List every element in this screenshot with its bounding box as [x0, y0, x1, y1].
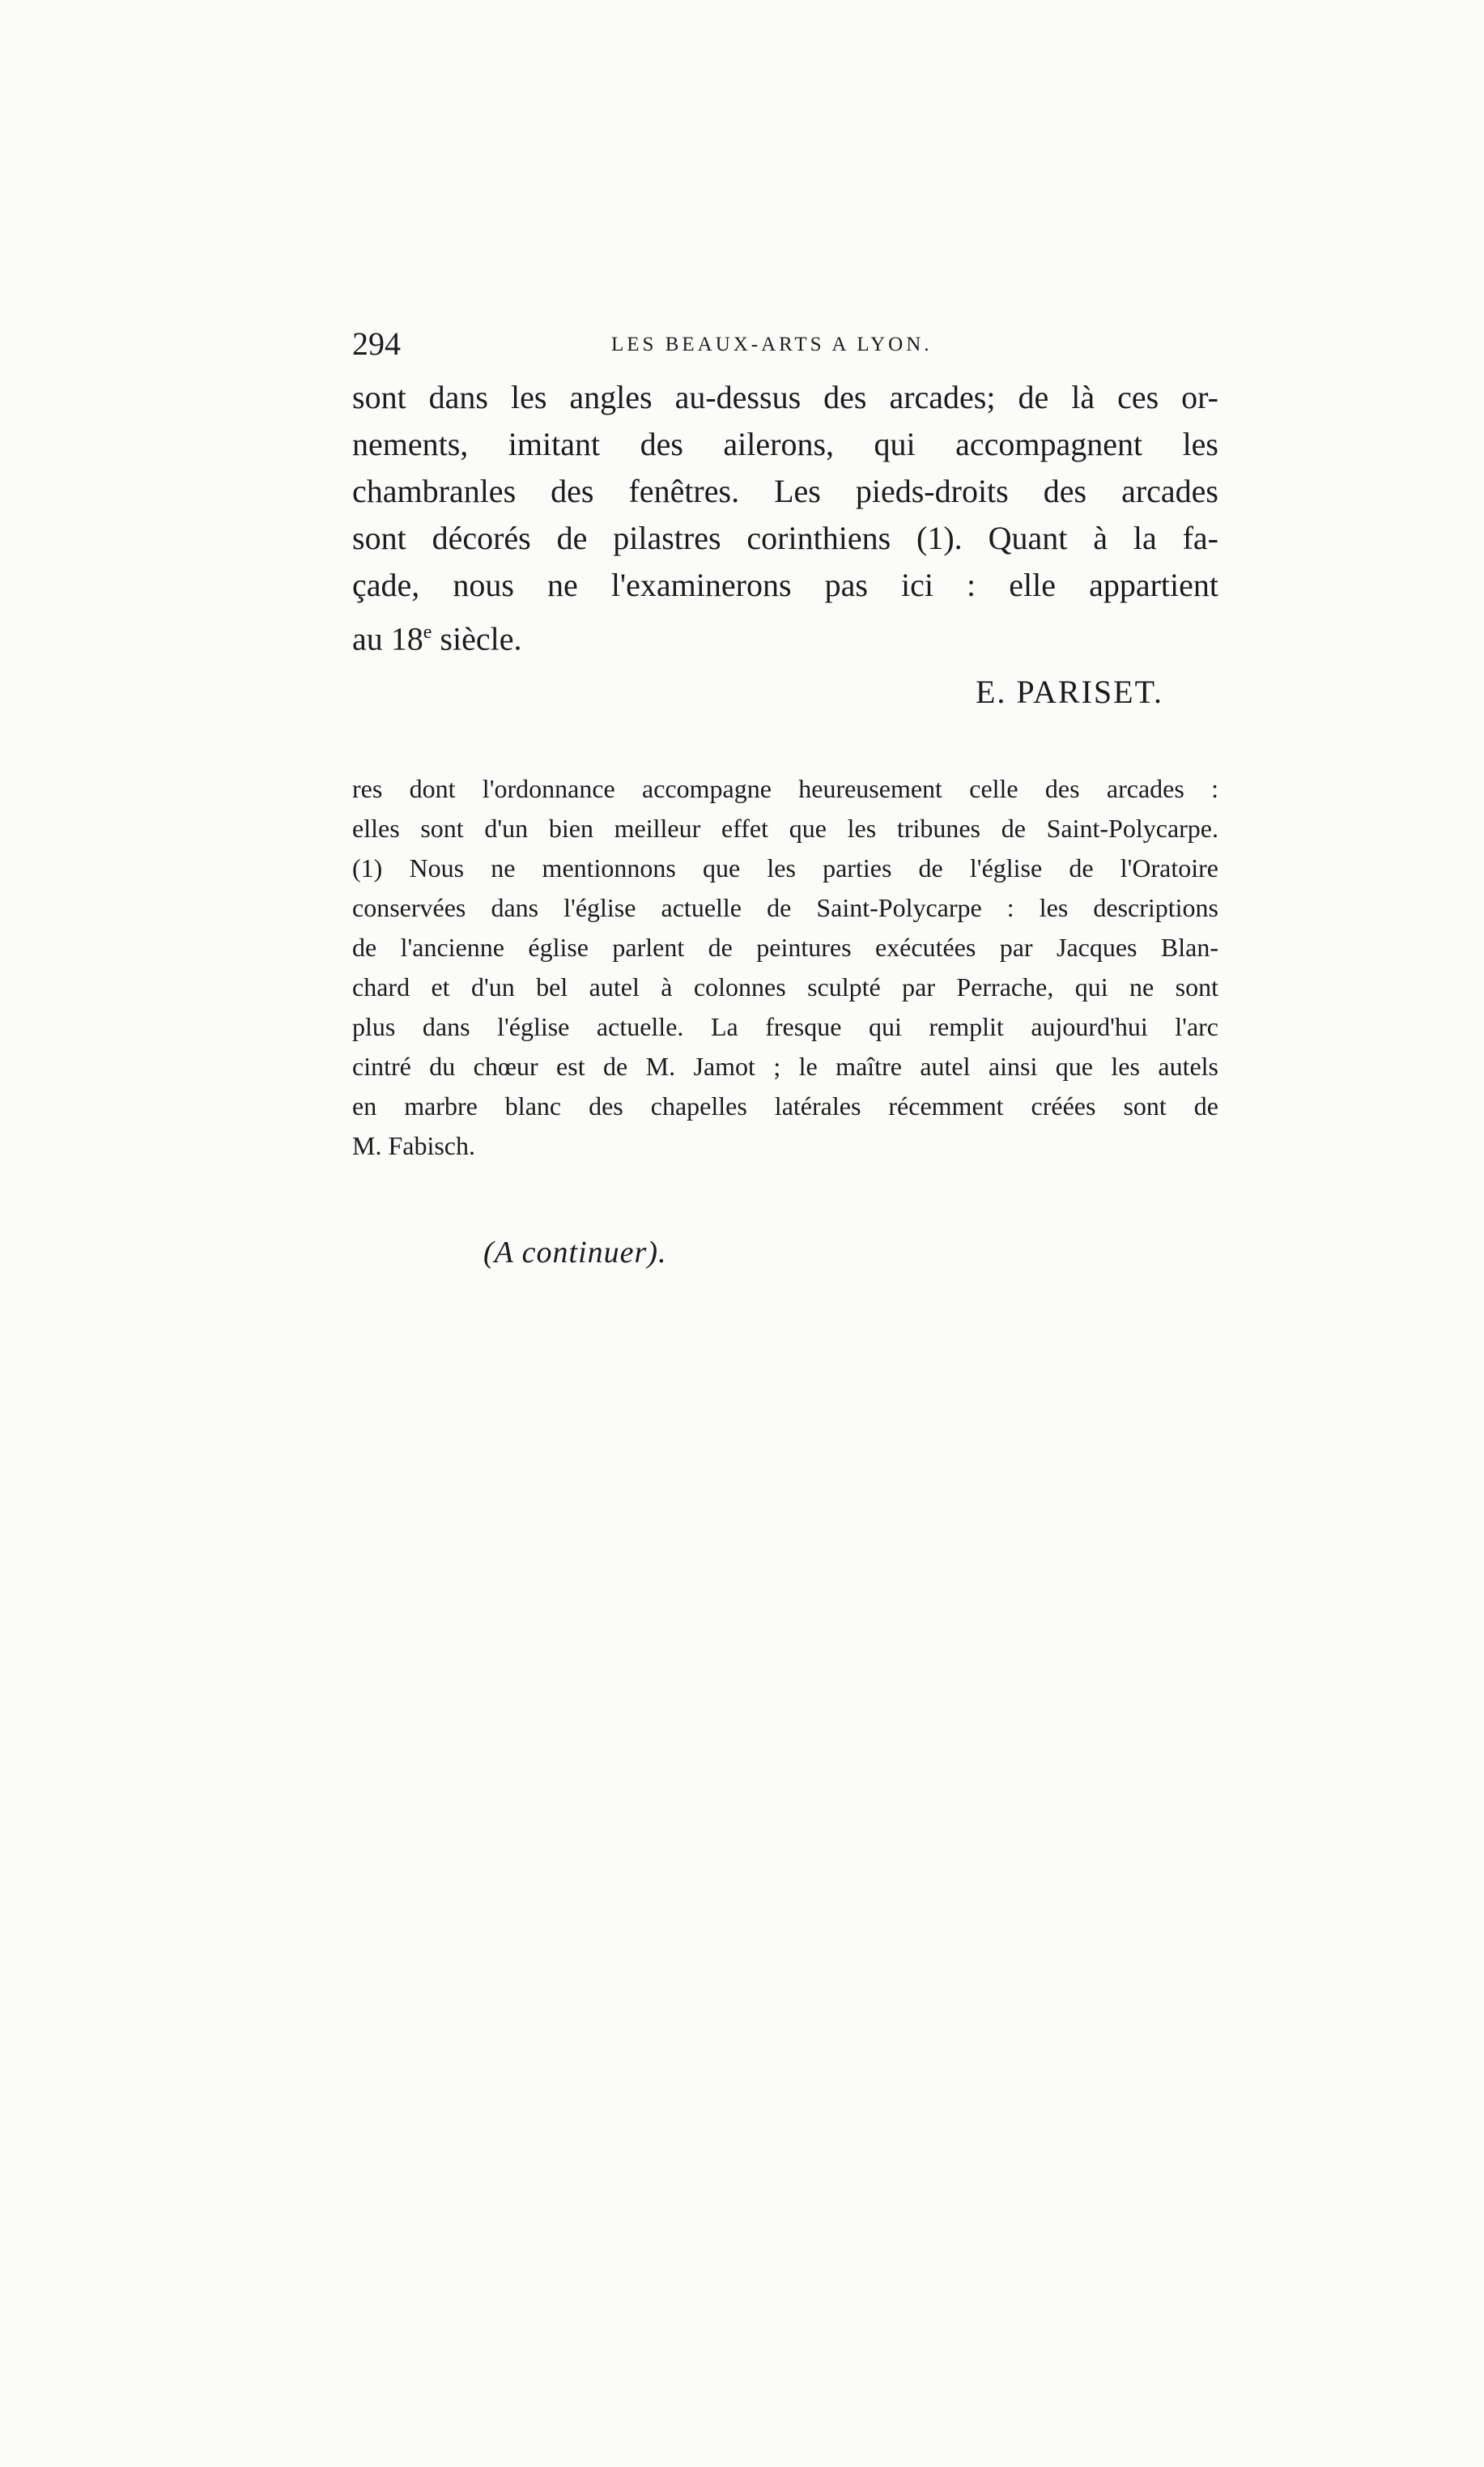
footnote-line: cintré du chœur est de M. Jamot ; le maître autel ainsi que les autels [352, 1052, 1218, 1081]
footnote-line: en marbre blanc des chapelles latérales récemment créées sont de [352, 1091, 1218, 1121]
running-head: LES BEAUX-ARTS A LYON. [611, 334, 933, 355]
body-paragraph [352, 374, 1218, 662]
footnote-line-last: M. Fabisch. [352, 1131, 475, 1160]
footnote-line: plus dans l'église actuelle. La fresque qui remplit aujourd'hui l'arc [352, 1012, 1218, 1041]
footnote-line: elles sont d'un bien meilleur effet que les tribunes de Saint-Polycarpe. [352, 814, 1218, 843]
body-line-last [352, 609, 1218, 662]
body-line-last-suffix: siècle. [432, 620, 522, 657]
body-line: chambranles des fenêtres. Les pieds-droits des arcades [352, 473, 1218, 509]
page-header [352, 324, 1218, 364]
body-line: sont décorés de pilastres corinthiens (1). Quant à la fa- [352, 520, 1218, 556]
footnote-line: conservées dans l'église actuelle de Saint-Polycarpe : les descriptions [352, 893, 1218, 922]
footnote-line: res dont l'ordonnance accompagne heureusement celle des arcades : [352, 774, 1218, 803]
page-number: 294 [352, 325, 401, 362]
body-line: çade, nous ne l'examinerons pas ici : elle appartient [352, 567, 1218, 603]
body-line-last-prefix: au 18 [352, 620, 423, 657]
footnote-line: chard et d'un bel autel à colonnes sculpté par Perrache, qui ne sont [352, 972, 1218, 1002]
footnotes [352, 769, 1218, 1166]
body-line: nements, imitant des ailerons, qui accompagnent les [352, 426, 1218, 462]
superscript-e: e [423, 622, 432, 643]
continuation-note: (A continuer). [483, 1236, 667, 1270]
author-signature: E. PARISET. [976, 674, 1164, 710]
footnote-line: de l'ancienne église parlent de peintures exécutées par Jacques Blan- [352, 933, 1218, 962]
footnote-line: (1) Nous ne mentionnons que les parties de l'église de l'Oratoire [352, 853, 1218, 883]
body-line: sont dans les angles au-dessus des arcades; de là ces or- [352, 379, 1218, 415]
